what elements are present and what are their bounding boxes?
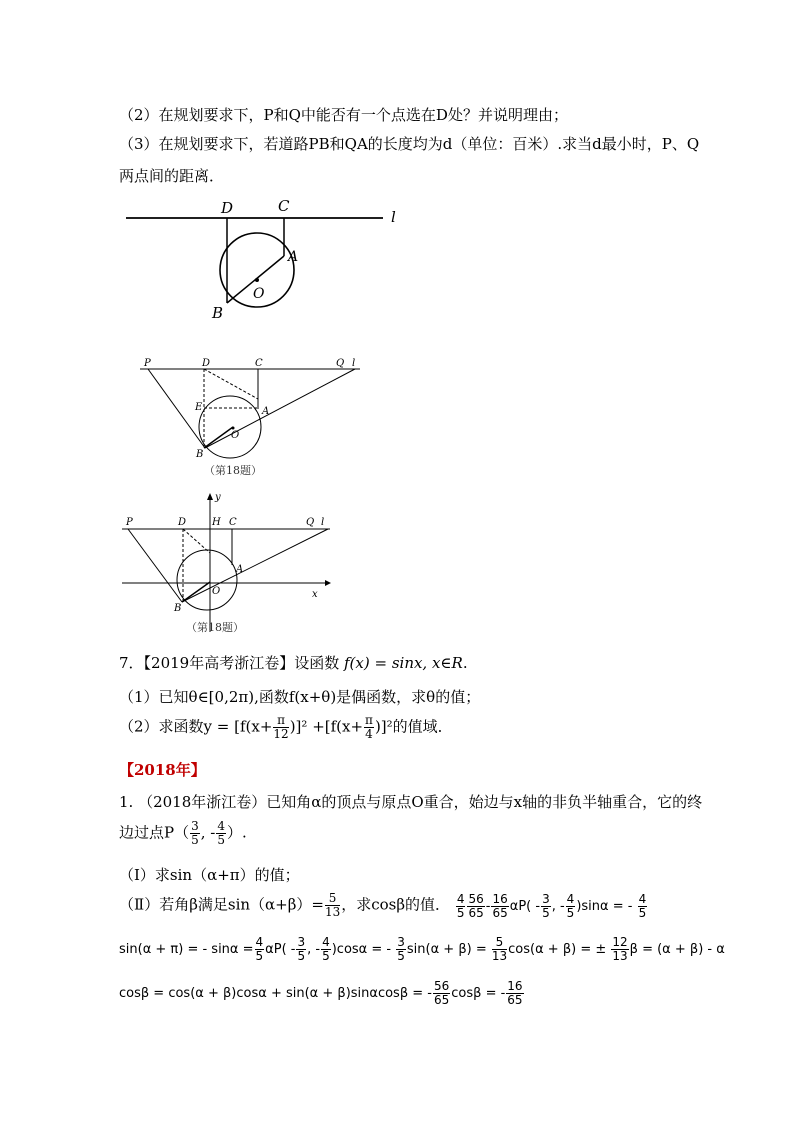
problem-1-part2: （Ⅱ）若角β满足sin（α+β）= $\frac{5}{13}$ ，求cosβ的值． $\frac{4}{5}$ $\frac{56}{65}$ - $\frac{16}{65}$ αP( - $\frac{3}{5}$ , - $\frac{4}{5}$ )sinα = - $\frac{4}{5}$	[119, 891, 647, 920]
fig2-D: D	[202, 358, 211, 369]
problem-1-line2: 边过点P（ $\frac{3}{5}$ , - $\frac{4}{5}$ ）.	[119, 819, 247, 847]
fig2-l: l	[352, 358, 356, 369]
section-2018: 【2018年】	[119, 761, 206, 779]
fig3-B: B	[174, 603, 182, 614]
garbled-solution-1: $\frac{4}{5}$ $\frac{56}{65}$ - $\frac{16}{65}$ αP( - $\frac{3}{5}$ , - $\frac{4}{5}$ )sinα = - $\frac{4}{5}$	[456, 891, 647, 920]
question-3-line2: 两点间的距离．	[119, 167, 225, 185]
fig3-O: O	[212, 586, 221, 597]
fig3-Q: Q	[306, 517, 315, 528]
fig3-y: y	[215, 492, 221, 503]
problem-1-line1: 1. （2018年浙江卷）已知角α的顶点与原点O重合，始边与x轴的非负半轴重合，它的终	[119, 793, 703, 811]
fig3-caption: （第18题）	[186, 621, 244, 634]
fig3-D: D	[178, 517, 187, 528]
fig2-caption: （第18题）	[204, 464, 262, 477]
solution-line-2: sin(α + π) = - sinα = $\frac{4}{5}$ αP( - $\frac{3}{5}$ , - $\frac{4}{5}$ )cosα = - $\frac{3}{5}$ sin(α + β) = $\frac{5}{13}$ cos(α + β) = ± $\frac{12}{13}$ β = (α + β) - α	[119, 935, 725, 963]
label-O: O	[253, 286, 265, 302]
fig3-P: P	[126, 517, 133, 528]
fig3-C: C	[229, 517, 237, 528]
fig2-B: B	[196, 449, 204, 460]
problem-7-heading: 7．【2019年高考浙江卷】设函数 f(x) = sinx, x∈R.	[119, 654, 468, 672]
label-A: A	[288, 249, 299, 265]
fig2-C: C	[255, 358, 263, 369]
solution-line-3: cosβ = cos(α + β)cosα + sin(α + β)sinαcosβ = - $\frac{56}{65}$ cosβ = - $\frac{16}{65}$	[119, 979, 523, 1007]
label-B: B	[212, 304, 224, 322]
fig3-l: l	[321, 517, 325, 528]
function-def: f(x) = sinx, x∈R	[344, 654, 463, 672]
label-D: D	[221, 199, 234, 217]
question-2: （2）在规划要求下，P和Q中能否有一个点选在D处？并说明理由；	[119, 106, 568, 124]
fig3-H: H	[212, 517, 221, 528]
fig2-O: O	[231, 430, 240, 441]
question-3-line1: （3）在规划要求下，若道路PB和QA的长度均为d（单位：百米）.求当d最小时，P、Q	[119, 135, 700, 153]
problem-7-part1: （1）已知θ∈[0,2π),函数f(x+θ)是偶函数，求θ的值；	[119, 688, 481, 706]
problem-1-part1: （Ⅰ）求sin（α+π）的值；	[119, 866, 300, 884]
label-C: C	[278, 197, 290, 215]
figure-circle-road	[118, 195, 408, 325]
fig2-P: P	[144, 358, 151, 369]
fig2-E: E	[195, 402, 203, 413]
fig3-x: x	[312, 589, 318, 600]
figure-18-b	[120, 490, 335, 638]
fig3-A: A	[236, 564, 244, 575]
label-l: l	[391, 208, 396, 226]
figure-18-a	[138, 352, 363, 482]
problem-7-part2: （2）求函数y = [f(x+ $\frac{\pi}{12}$ )]² +[f(x+ $\frac{\pi}{4}$ )]²的值域．	[119, 713, 453, 741]
fig2-A: A	[262, 406, 270, 417]
fig2-Q: Q	[336, 358, 345, 369]
